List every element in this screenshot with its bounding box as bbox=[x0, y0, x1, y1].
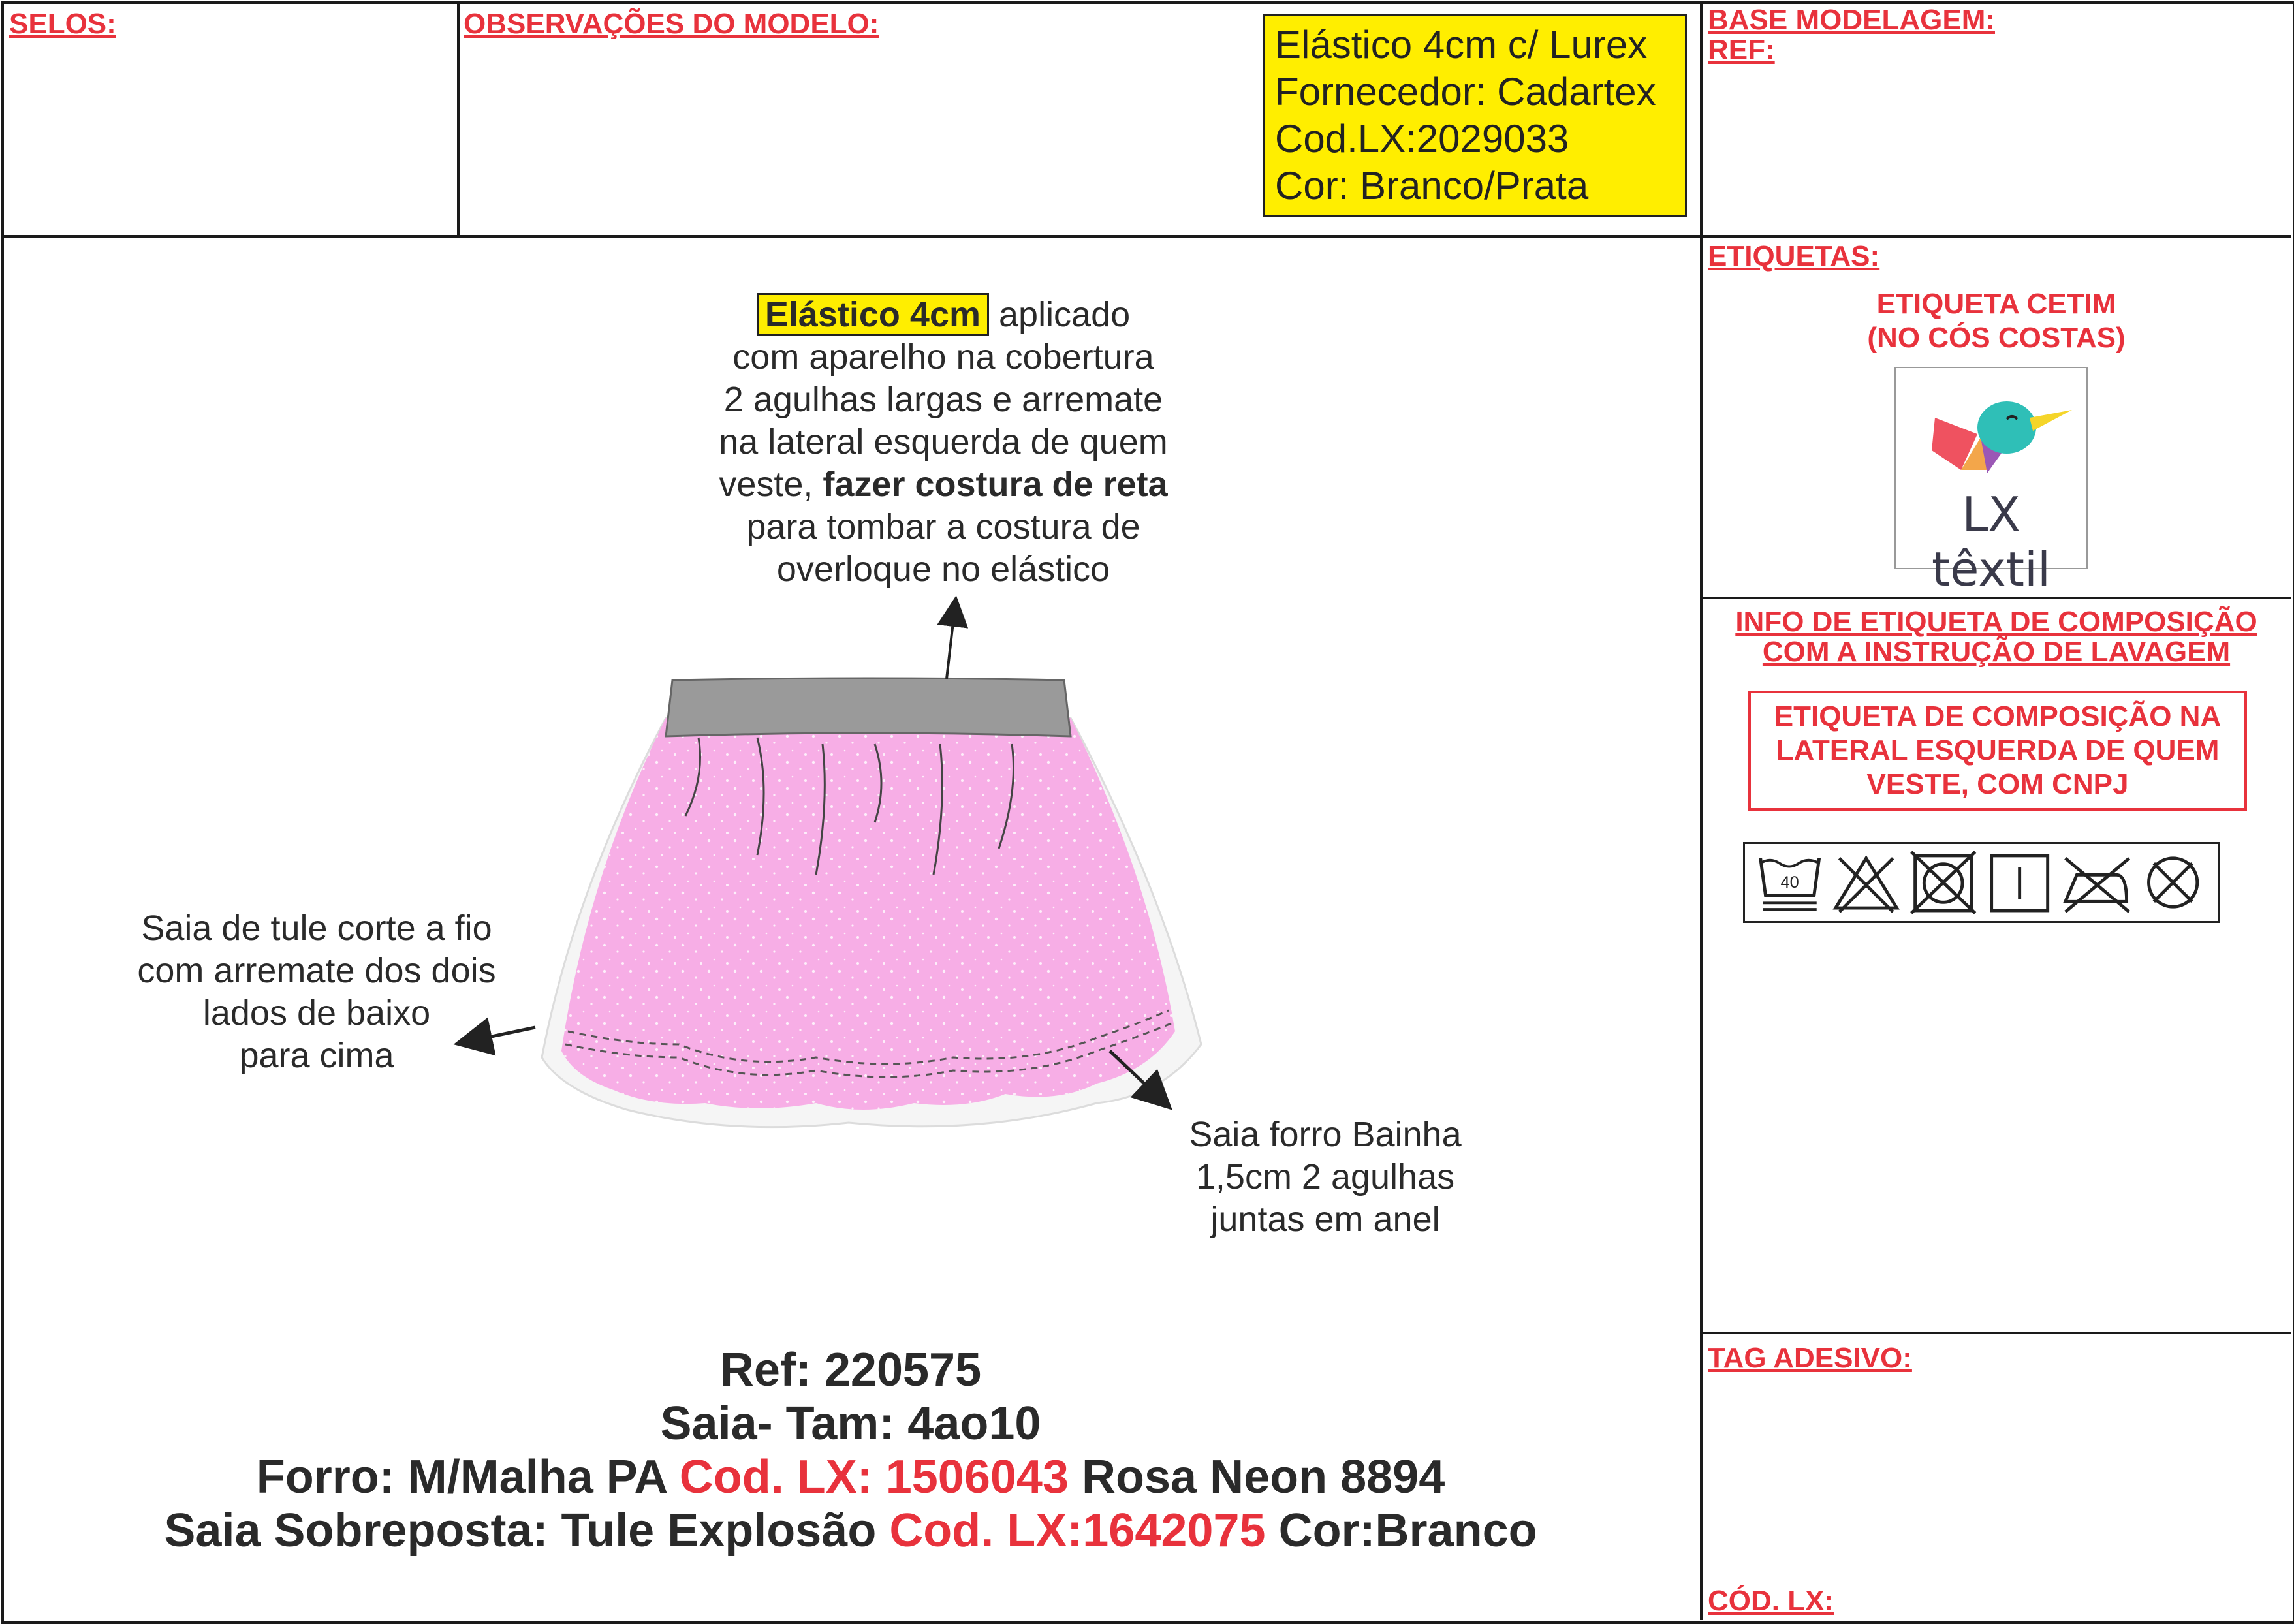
no-dry-clean-icon bbox=[2135, 849, 2211, 916]
sobreposta-post: Cor:Branco bbox=[1265, 1505, 1537, 1557]
line-dry-icon bbox=[1981, 849, 2058, 916]
composicao-box bbox=[1748, 691, 2247, 811]
composicao-line: VESTE, COM CNPJ bbox=[1866, 768, 2129, 800]
elastic-arrow bbox=[947, 611, 954, 679]
product-ref: Ref: 220575 bbox=[719, 1344, 982, 1396]
elastic-line1-rest: aplicado bbox=[989, 295, 1131, 334]
no-iron-icon bbox=[2058, 849, 2134, 916]
elastic-annotation-line: 2 agulhas largas e arremate bbox=[723, 380, 1163, 419]
hummingbird-icon bbox=[1896, 372, 2086, 503]
etiqueta-cetim-line: ETIQUETA CETIM bbox=[1876, 288, 2116, 320]
forro-code: Cod. LX: 1506043 bbox=[679, 1451, 1069, 1503]
elastic-annotation-line: na lateral esquerda de quem bbox=[719, 422, 1168, 461]
observacoes-label: OBSERVAÇÕES DO MODELO: bbox=[464, 8, 879, 40]
supplier-note-line: Fornecedor: Cadartex bbox=[1275, 70, 1656, 114]
tule-annotation-line: com arremate dos dois bbox=[137, 951, 496, 990]
sidebar-line-1 bbox=[1700, 235, 2291, 238]
no-tumble-dry-icon bbox=[1905, 849, 1981, 916]
etiqueta-cetim-line: (NO CÓS COSTAS) bbox=[1867, 322, 2126, 354]
no-bleach-icon bbox=[1828, 849, 1904, 916]
forro-annotation-line: 1,5cm 2 agulhas bbox=[1195, 1157, 1455, 1196]
wash-40-icon bbox=[1752, 849, 1828, 916]
etiquetas-label: ETIQUETAS: bbox=[1708, 240, 1880, 272]
brand-logo-text: LX têxtil bbox=[1931, 487, 2051, 597]
forro-pre: Forro: M/Malha PA bbox=[256, 1451, 680, 1503]
care-symbols bbox=[1743, 842, 2220, 923]
selos-label: SELOS: bbox=[9, 8, 116, 40]
elastic-line5-bold: fazer costura de reta bbox=[823, 465, 1168, 504]
sobreposta-code: Cod. LX:1642075 bbox=[889, 1505, 1266, 1557]
elastic-line5-pre: veste, bbox=[719, 465, 823, 504]
product-forro bbox=[0, 1450, 1701, 1504]
supplier-note-line: Elástico 4cm c/ Lurex bbox=[1275, 23, 1648, 67]
sobreposta-pre: Saia Sobreposta: Tule Explosão bbox=[164, 1505, 890, 1557]
elastic-annotation-line: overloque no elástico bbox=[776, 550, 1110, 589]
tag-adesivo-label: TAG ADESIVO: bbox=[1708, 1342, 1912, 1374]
elastic-annotation-line: para tombar a costura de bbox=[746, 507, 1140, 546]
info-composicao-line: INFO DE ETIQUETA DE COMPOSIÇÃO bbox=[1735, 606, 2257, 638]
wash-temp-text: 40 bbox=[1780, 873, 1799, 892]
tule-annotation-line: para cima bbox=[239, 1036, 394, 1075]
product-size: Saia- Tam: 4ao10 bbox=[660, 1398, 1041, 1450]
forro-annotation-line: Saia forro Bainha bbox=[1189, 1115, 1462, 1154]
base-modelagem-label bbox=[1708, 5, 1995, 65]
cod-lx-label: CÓD. LX: bbox=[1708, 1585, 1834, 1617]
product-sobreposta bbox=[0, 1504, 1701, 1557]
forro-post: Rosa Neon 8894 bbox=[1069, 1451, 1445, 1503]
elastic-highlight: Elástico 4cm bbox=[757, 293, 989, 336]
base-modelagem-text: BASE MODELAGEM: bbox=[1708, 4, 1995, 36]
info-composicao-line: COM A INSTRUÇÃO DE LAVAGEM bbox=[1762, 636, 2231, 668]
composicao-line: LATERAL ESQUERDA DE QUEM bbox=[1776, 734, 2220, 766]
sidebar-line-3 bbox=[1700, 1332, 2291, 1334]
ref-text: REF: bbox=[1708, 34, 1775, 67]
supplier-note-line: Cod.LX:2029033 bbox=[1275, 117, 1569, 161]
brand-logo-label bbox=[1894, 367, 2088, 597]
tule-arrow bbox=[473, 1027, 535, 1040]
supplier-note-line: Cor: Branco/Prata bbox=[1275, 164, 1589, 208]
etiqueta-cetim-text bbox=[1701, 287, 2291, 355]
waistband bbox=[666, 678, 1071, 736]
sidebar-line-2 bbox=[1700, 597, 2291, 599]
tule-annotation-line: Saia de tule corte a fio bbox=[141, 909, 492, 948]
tule-annotation-line: lados de baixo bbox=[202, 993, 431, 1033]
composicao-line: ETIQUETA DE COMPOSIÇÃO NA bbox=[1774, 700, 2222, 732]
info-composicao-label bbox=[1701, 607, 2291, 667]
forro-annotation-line: juntas em anel bbox=[1210, 1200, 1440, 1239]
pink-skirt-glitter bbox=[561, 718, 1175, 1110]
elastic-annotation-line: com aparelho na cobertura bbox=[732, 337, 1154, 377]
product-details bbox=[0, 1343, 1701, 1557]
